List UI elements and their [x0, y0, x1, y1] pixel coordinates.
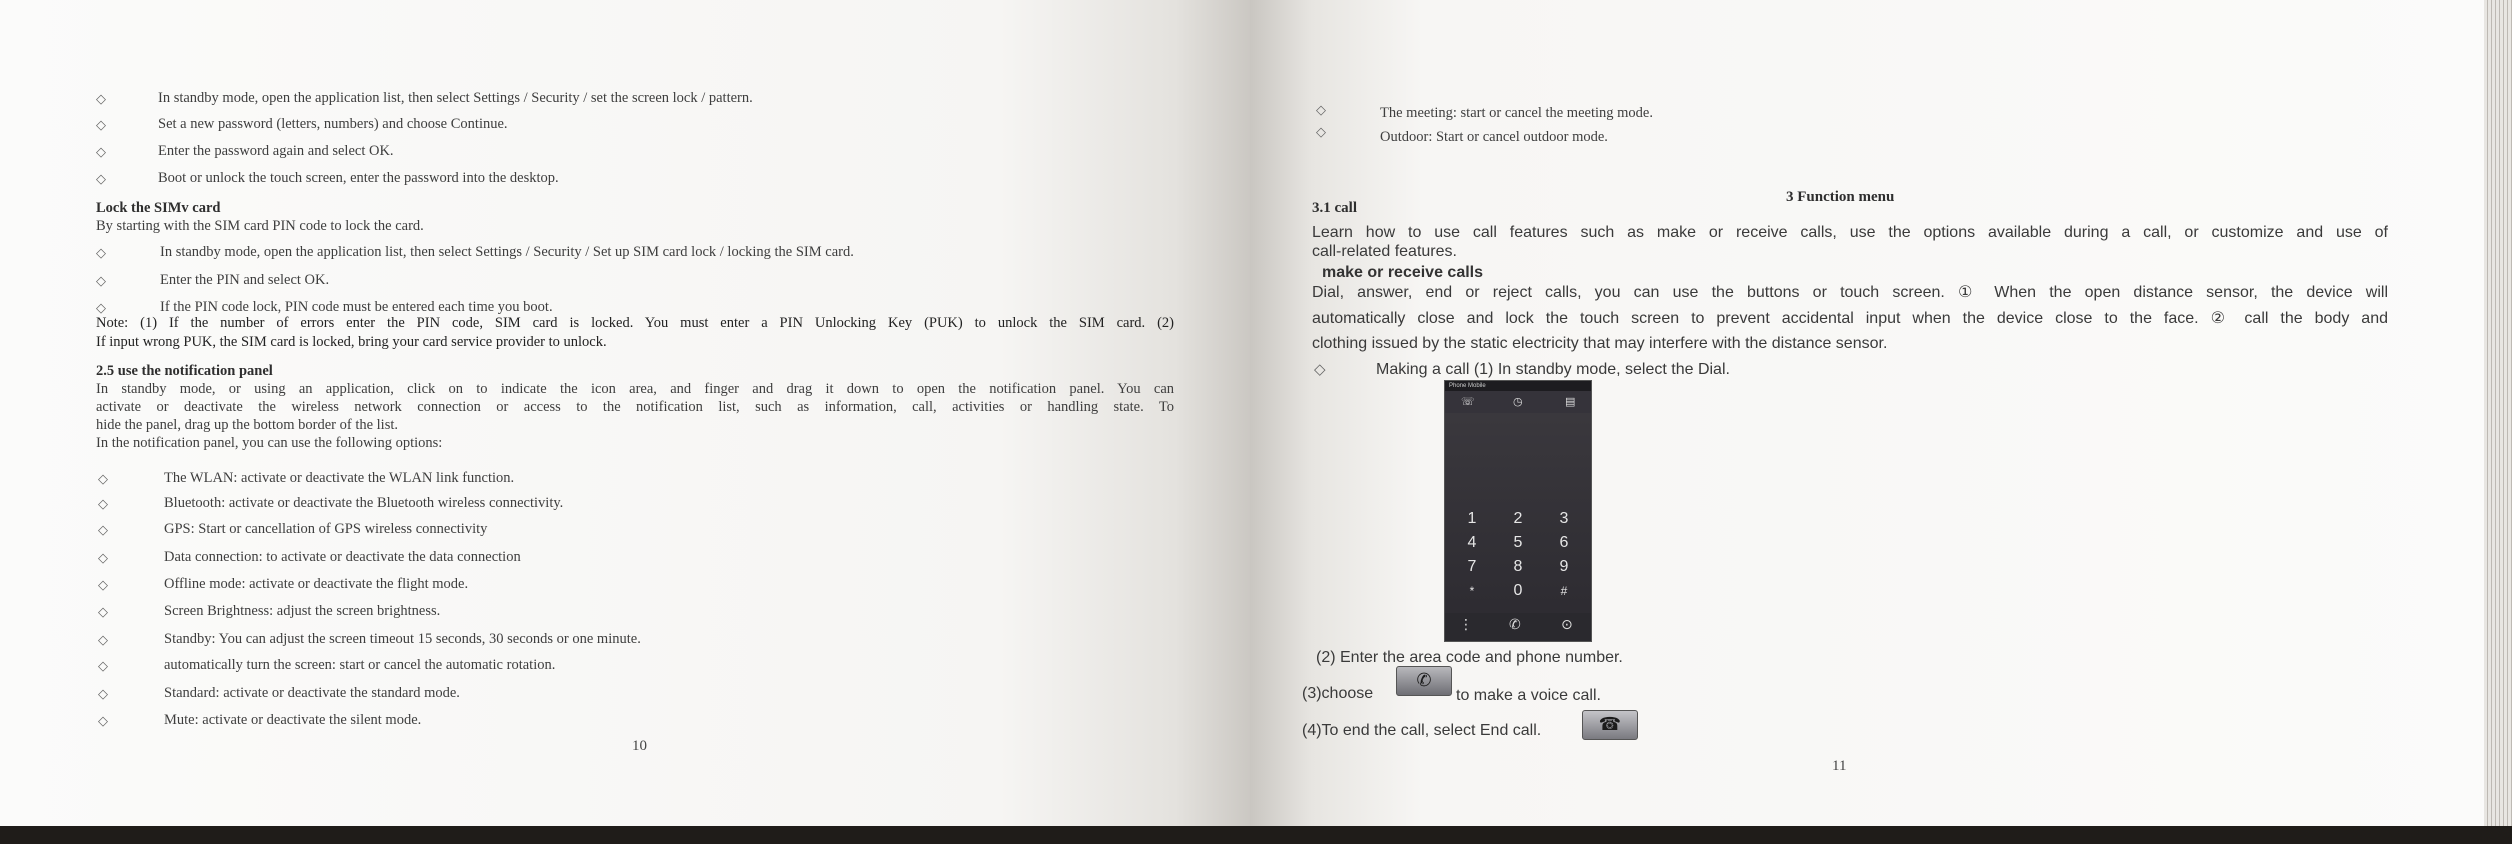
notif-option-wlan: The WLAN: activate or deactivate the WLAN link function. [164, 470, 515, 486]
bullet-diamond-icon: ◇ [96, 144, 106, 159]
bullet-diamond-icon: ◇ [1316, 102, 1326, 117]
dial-key: 3 [1559, 510, 1569, 527]
phone-icon: ☏ [1461, 395, 1475, 408]
mode-item-meeting: The meeting: start or cancel the meeting mode. [1380, 105, 1653, 121]
sim-step-1: In standby mode, open the application list, then select Settings / Security / Set up SIM card lock / locking the SIM card. [160, 244, 854, 260]
dial-key: 1 [1467, 510, 1477, 527]
make-para-line-1: Dial, answer, end or reject calls, you can use the buttons or touch screen. ① When the open distance sensor, the device will [1312, 284, 2388, 301]
dial-step-4: (4)To end the call, select End call. [1302, 722, 1542, 739]
left-page [0, 0, 1250, 826]
phone-status-bar [1445, 381, 1591, 391]
page-number-left: 10 [632, 738, 647, 754]
call-intro-line-1: Learn how to use call features such as make or receive calls, use the options available during a call, or customize and use of [1312, 224, 2388, 241]
dial-key: 4 [1467, 534, 1477, 551]
dial-key: 9 [1559, 558, 1569, 575]
make-para-line-2: automatically close and lock the touch screen to prevent accidental input when the device close to the face. ② call the body and [1312, 310, 2388, 327]
dial-key: 0 [1513, 582, 1523, 599]
dial-step-3-suffix: to make a voice call. [1456, 687, 1601, 704]
notif-options-intro: In the notification panel, you can use the following options: [96, 435, 443, 451]
voicemail-icon: ⊙ [1561, 617, 1573, 633]
call-icon: ✆ [1509, 617, 1521, 633]
notif-para-line-2: activate or deactivate the wireless network connection or access to the notification list, such as information, call, activities or handling state. To [96, 399, 1174, 415]
lock-step-2: Set a new password (letters, numbers) and choose Continue. [158, 116, 508, 132]
bullet-diamond-icon: ◇ [96, 245, 106, 260]
mode-item-outdoor: Outdoor: Start or cancel outdoor mode. [1380, 129, 1608, 145]
call-intro-line-2: call-related features. [1312, 243, 1457, 260]
bullet-diamond-icon: ◇ [98, 604, 108, 619]
note-line-1: Note: (1) If the number of errors enter the PIN code, SIM card is locked. You must enter a PIN Unlocking Key (PUK) to unlock the SIM card. (2) [96, 315, 1174, 331]
note-line-2: If input wrong PUK, the SIM card is locked, bring your card service provider to unlock. [96, 334, 607, 350]
notif-option-rotation: automatically turn the screen: start or cancel the automatic rotation. [164, 657, 556, 673]
menu-icon: ⋮ [1459, 617, 1473, 633]
bullet-diamond-icon: ◇ [98, 713, 108, 728]
dial-key: 2 [1513, 510, 1523, 527]
bullet-diamond-icon: ◇ [98, 577, 108, 592]
bullet-diamond-icon: ◇ [96, 300, 106, 315]
dial-key: # [1560, 584, 1568, 598]
dial-key: 5 [1513, 534, 1523, 551]
bullet-diamond-icon: ◇ [1316, 124, 1326, 139]
phone-bottom-bar [1445, 613, 1591, 641]
notif-para-line-1: In standby mode, or using an application, click on to indicate the icon area, and finger and drag it down to open the notification panel. You can [96, 381, 1174, 397]
chapter-title: 3 Function menu [1786, 189, 1895, 205]
dial-key: 7 [1467, 558, 1477, 575]
bullet-diamond-icon: ◇ [98, 686, 108, 701]
book-page-edges [2484, 0, 2512, 826]
notif-option-data: Data connection: to activate or deactivate the data connection [164, 549, 521, 565]
notif-option-bluetooth: Bluetooth: activate or deactivate the Bluetooth wireless connectivity. [164, 495, 564, 511]
right-page [1250, 0, 2484, 826]
bullet-diamond-icon: ◇ [1314, 362, 1326, 378]
dial-key: 8 [1513, 558, 1523, 575]
notif-option-brightness: Screen Brightness: adjust the screen brightness. [164, 603, 441, 619]
sim-step-2: Enter the PIN and select OK. [160, 272, 330, 288]
notif-para-line-3: hide the panel, drag up the bottom border of the list. [96, 417, 399, 433]
notif-option-mute: Mute: activate or deactivate the silent mode. [164, 712, 422, 728]
bullet-diamond-icon: ◇ [98, 658, 108, 673]
sim-step-3: If the PIN code lock, PIN code must be entered each time you boot. [160, 299, 553, 315]
notif-option-offline: Offline mode: activate or deactivate the flight mode. [164, 576, 469, 592]
bullet-diamond-icon: ◇ [96, 171, 106, 186]
bullet-diamond-icon: ◇ [96, 273, 106, 288]
contacts-icon: ▤ [1565, 395, 1576, 408]
section-title: 3.1 call [1312, 200, 1357, 216]
end-call-button-icon: ☎ [1582, 710, 1638, 740]
lock-step-1: In standby mode, open the application list, then select Settings / Security / set the screen lock / pattern. [158, 90, 753, 106]
call-button-icon: ✆ [1396, 666, 1452, 696]
dial-key: 6 [1559, 534, 1569, 551]
bullet-diamond-icon: ◇ [98, 496, 108, 511]
notif-option-standby: Standby: You can adjust the screen timeout 15 seconds, 30 seconds or one minute. [164, 631, 641, 647]
sim-intro: By starting with the SIM card PIN code to lock the card. [96, 218, 424, 234]
lock-step-4: Boot or unlock the touch screen, enter the password into the desktop. [158, 170, 559, 186]
lock-step-3: Enter the password again and select OK. [158, 143, 394, 159]
dial-step-2: (2) Enter the area code and phone number. [1316, 649, 1623, 666]
bullet-diamond-icon: ◇ [98, 522, 108, 537]
make-para-line-3: clothing issued by the static electricity that may interfere with the distance sensor. [1312, 335, 1888, 352]
make-calls-heading: make or receive calls [1322, 264, 1484, 281]
bullet-diamond-icon: ◇ [96, 117, 106, 132]
sim-heading: Lock the SIMv card [96, 200, 221, 216]
phone-tab-bar [1445, 391, 1591, 413]
bullet-diamond-icon: ◇ [98, 550, 108, 565]
notif-option-gps: GPS: Start or cancellation of GPS wireless connectivity [164, 521, 488, 537]
bullet-diamond-icon: ◇ [96, 91, 106, 106]
phone-dialer-screenshot [1444, 380, 1592, 642]
bullet-diamond-icon: ◇ [98, 632, 108, 647]
clock-icon: ◷ [1513, 395, 1523, 408]
notif-heading: 2.5 use the notification panel [96, 363, 273, 379]
scan-bottom-shadow [0, 826, 2512, 844]
bullet-diamond-icon: ◇ [98, 471, 108, 486]
notif-option-standard: Standard: activate or deactivate the standard mode. [164, 685, 460, 701]
phone-status-text: Phone Mobile [1449, 383, 1486, 389]
page-number-right: 11 [1832, 758, 1847, 774]
dial-step-3-prefix: (3)choose [1302, 685, 1374, 702]
making-call-step: Making a call (1) In standby mode, select the Dial. [1376, 361, 1730, 378]
dial-key: * [1469, 584, 1475, 598]
